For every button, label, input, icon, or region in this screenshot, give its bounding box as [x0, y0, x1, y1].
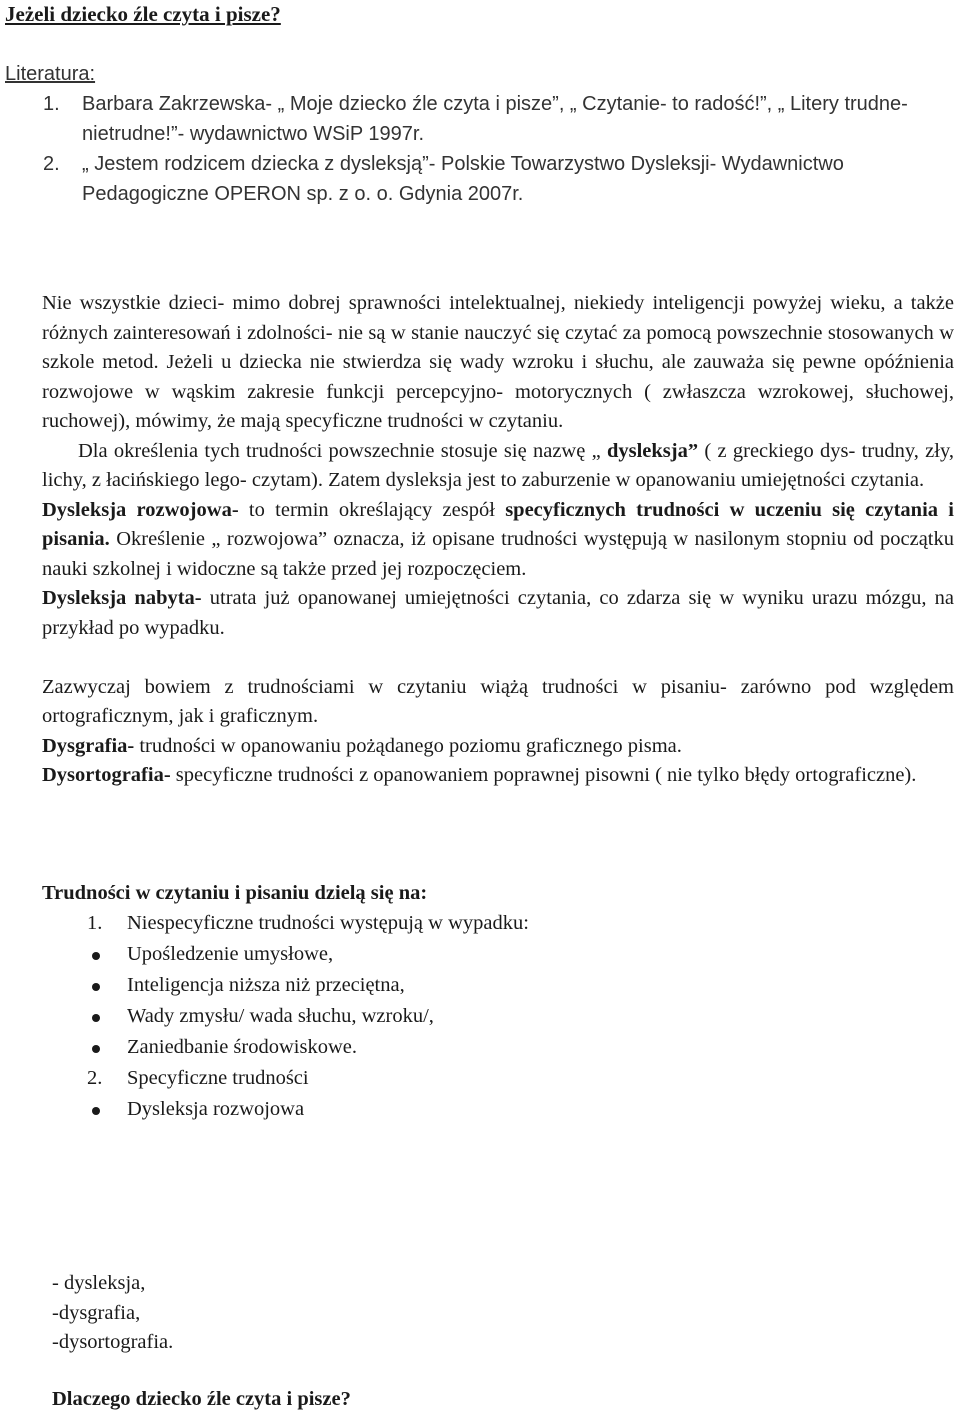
literature-item-text: „ Jestem rodzicem dziecka z dysleksją”- Polskie Towarzystwo Dysleksji- Wydawnictwo Pedagogiczne OPERON sp. z o. o. Gdynia 2007r.: [82, 153, 844, 205]
term-dysleksja-nabyta: Dysleksja nabyta-: [42, 587, 202, 609]
list-item: [42, 1032, 954, 1063]
term-dysortografia: Dysortografia-: [42, 764, 171, 786]
text-run: Określenie „ rozwojowa” oznacza, iż opisane trudności występują w nasilonym stopniu od początku nauki szkolnej i widoczne są także przed jej rozpoczęciem.: [42, 528, 954, 580]
text-run: ( z greckiego dys- trudny, zły, lichy, z łacińskiego lego- czytam). Zatem dysleksja jest to zaburzenie w opanowaniu umiejętności czytania.: [42, 439, 954, 491]
list-item-text: Dysleksja rozwojowa: [127, 1098, 305, 1120]
bullet-icon: [42, 939, 127, 970]
literature-item-number: 2.: [43, 153, 60, 175]
text-run: utrata już opanowanej umiejętności czytania, co zdarza się w wyniku urazu mózgu, na przykład po wypadku.: [42, 587, 954, 639]
term-dysleksja: dysleksja”: [606, 439, 699, 462]
literature-heading: Literatura:: [5, 63, 96, 85]
list-number: 1.: [87, 912, 103, 934]
paragraph-writing-difficulties: Zazwyczaj bowiem z trudnościami w czytaniu wiążą trudności w pisaniu- zarówno pod względem ortograficznym, jak i graficznym.: [42, 675, 954, 727]
bullet-icon: [42, 970, 127, 1001]
list-item: [42, 1063, 954, 1094]
text-run: trudności w opanowaniu pożądanego poziomu graficznego pisma.: [134, 734, 682, 757]
literature-item-number: 1.: [43, 93, 60, 115]
text-run: to termin określający zespół: [238, 498, 506, 521]
document-title: Jeżeli dziecko źle czyta i pisze?: [5, 2, 281, 26]
literature-item: [5, 89, 935, 149]
difficulty-list: [42, 908, 954, 1125]
term-dysleksja-rozwojowa: Dysleksja rozwojowa-: [42, 498, 239, 521]
paragraph-dysleksja-nabyta: [42, 584, 954, 643]
bullet-icon: [42, 1094, 127, 1125]
literature-item: [5, 149, 935, 209]
section-heading: [42, 879, 954, 909]
literature-item-text: Barbara Zakrzewska- „ Moje dziecko źle czyta i pisze”, „ Czytanie- to radość!”, „ Litery trudne- nietrudne!”- wydawnictwo WSiP 1997r.: [82, 93, 908, 145]
list-item-text: Zaniedbanie środowiskowe.: [127, 1036, 357, 1058]
list-item: [42, 908, 954, 939]
paragraph-intro: Nie wszystkie dzieci- mimo dobrej sprawności intelektualnej, niekiedy inteligencji powyżej wieku, a także różnych zainteresowań i zdolności- nie są w stanie nauczyć się czytać za pomocą powszechnie stosowanych w szkole metod. Jeżeli u dziecka nie stwierdza się wady wzroku i słuchu, ale zauważa się pewne opóźnienia rozwojowe w wąskim zakresie funkcji percepcyjno- motorycznych ( zwłaszcza wzrokowej, słuchowej, ruchowej), mówimy, że mają specyficzne trudności w czytaniu.: [42, 292, 954, 432]
list-number: 2.: [87, 1067, 103, 1089]
section-heading-text: Trudności w czytaniu i pisaniu dzielą się na:: [42, 881, 428, 904]
dash-item: - dysleksja,: [52, 1272, 146, 1294]
footer-question: Dlaczego dziecko źle czyta i pisze?: [52, 1388, 351, 1410]
text-run: specyficzne trudności z opanowaniem poprawnej pisowni ( nie tylko błędy ortograficzne).: [170, 764, 917, 786]
paragraph-dysgrafia: [42, 732, 954, 762]
bullet-icon: [42, 1032, 127, 1063]
list-item: [42, 939, 954, 970]
dash-item: -dysortografia.: [52, 1331, 174, 1353]
list-item: [42, 1094, 954, 1125]
text-run: Dla określenia tych trudności powszechnie stosuje się nazwę „: [78, 439, 607, 462]
main-text: [42, 289, 954, 1125]
list-item-text: Upośledzenie umysłowe,: [127, 943, 334, 965]
paragraph-dysleksja-rozwojowa: [42, 496, 954, 585]
paragraph-dysortografia: [42, 761, 954, 791]
list-item-text: Specyficzne trudności: [127, 1067, 309, 1089]
list-item-text: Niespecyficzne trudności występują w wypadku:: [127, 912, 529, 934]
dash-item: -dysgrafia,: [52, 1302, 141, 1324]
list-item-text: Inteligencja niższa niż przeciętna,: [127, 974, 405, 996]
bullet-icon: [42, 1001, 127, 1032]
list-item: [42, 970, 954, 1001]
literature-section: [5, 59, 935, 209]
term-specific-difficulties: specyficznych trudności w uczeniu się czytania i pisania.: [42, 498, 955, 550]
paragraph-definition: [42, 437, 954, 496]
term-dysgrafia: Dysgrafia-: [42, 734, 135, 757]
list-item: [42, 1001, 954, 1032]
list-item-text: Wady zmysłu/ wada słuchu, wzroku/,: [127, 1005, 434, 1027]
